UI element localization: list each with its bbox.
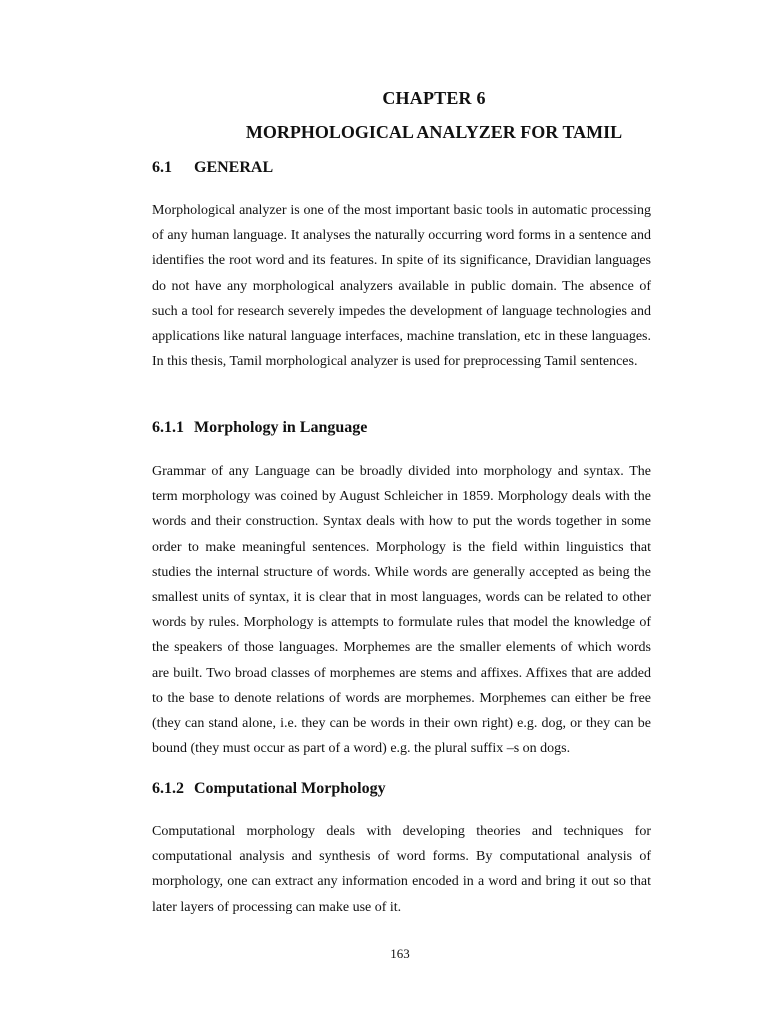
chapter-number: CHAPTER 6: [382, 88, 486, 108]
section-title: Computational Morphology: [194, 780, 386, 797]
section-number: 6.1: [152, 159, 172, 176]
section-title: Morphology in Language: [194, 419, 368, 436]
section-number: 6.1.2: [152, 780, 184, 797]
chapter-title: MORPHOLOGICAL ANALYZER FOR TAMIL: [245, 122, 623, 142]
paragraph-computational-morphology: Computational morphology deals with developing theories and techniques for computational analysis and synthesis of word forms. By computational analysis of morphology, one can extract any information encoded in a word and bring it out so that later layers of processing can make use of it.: [152, 824, 651, 915]
section-heading-general: [152, 159, 273, 177]
paragraph-morphology-in-language: Grammar of any Language can be broadly divided into morphology and syntax. The term morphology was coined by August Schleicher in 1859. Morphology deals with the words and their construction. Syntax deals with how to put the words together in some order to make meaningful sentences. Morphology is the field within linguistics that studies the internal structure of words. While words are generally accepted as being the smallest units of syntax, it is clear that in most languages, words can be related to other words by rules. Morphology is attempts to formulate rules that model the knowledge of the speakers of those languages. Morphemes are the smaller elements of which words are built. Two broad classes of morphemes are stems and affixes. Affixes that are added to the base to denote relations of words are morphemes. Morphemes can either be free (they can stand alone, i.e. they can be words in their own right) e.g. dog, or they can be bound (they must occur as part of a word) e.g. the plural suffix –s on dogs.: [152, 464, 651, 757]
section-number: 6.1.1: [152, 419, 184, 436]
paragraph-general: Morphological analyzer is one of the most important basic tools in automatic processing of any human language. It analyses the naturally occurring word forms in a sentence and identifies the root word and its features. In spite of its significance, Dravidian languages do not have any morphological analyzers available in public domain. The absence of such a tool for research severely impedes the development of language technologies and applications like natural language interfaces, machine translation, etc in these languages. In this thesis, Tamil morphological analyzer is used for preprocessing Tamil sentences.: [152, 203, 651, 370]
section-heading-morphology-in-language: [152, 419, 367, 437]
page-number: 163: [390, 946, 410, 961]
section-heading-computational-morphology: [152, 780, 386, 798]
section-title: GENERAL: [194, 159, 274, 176]
